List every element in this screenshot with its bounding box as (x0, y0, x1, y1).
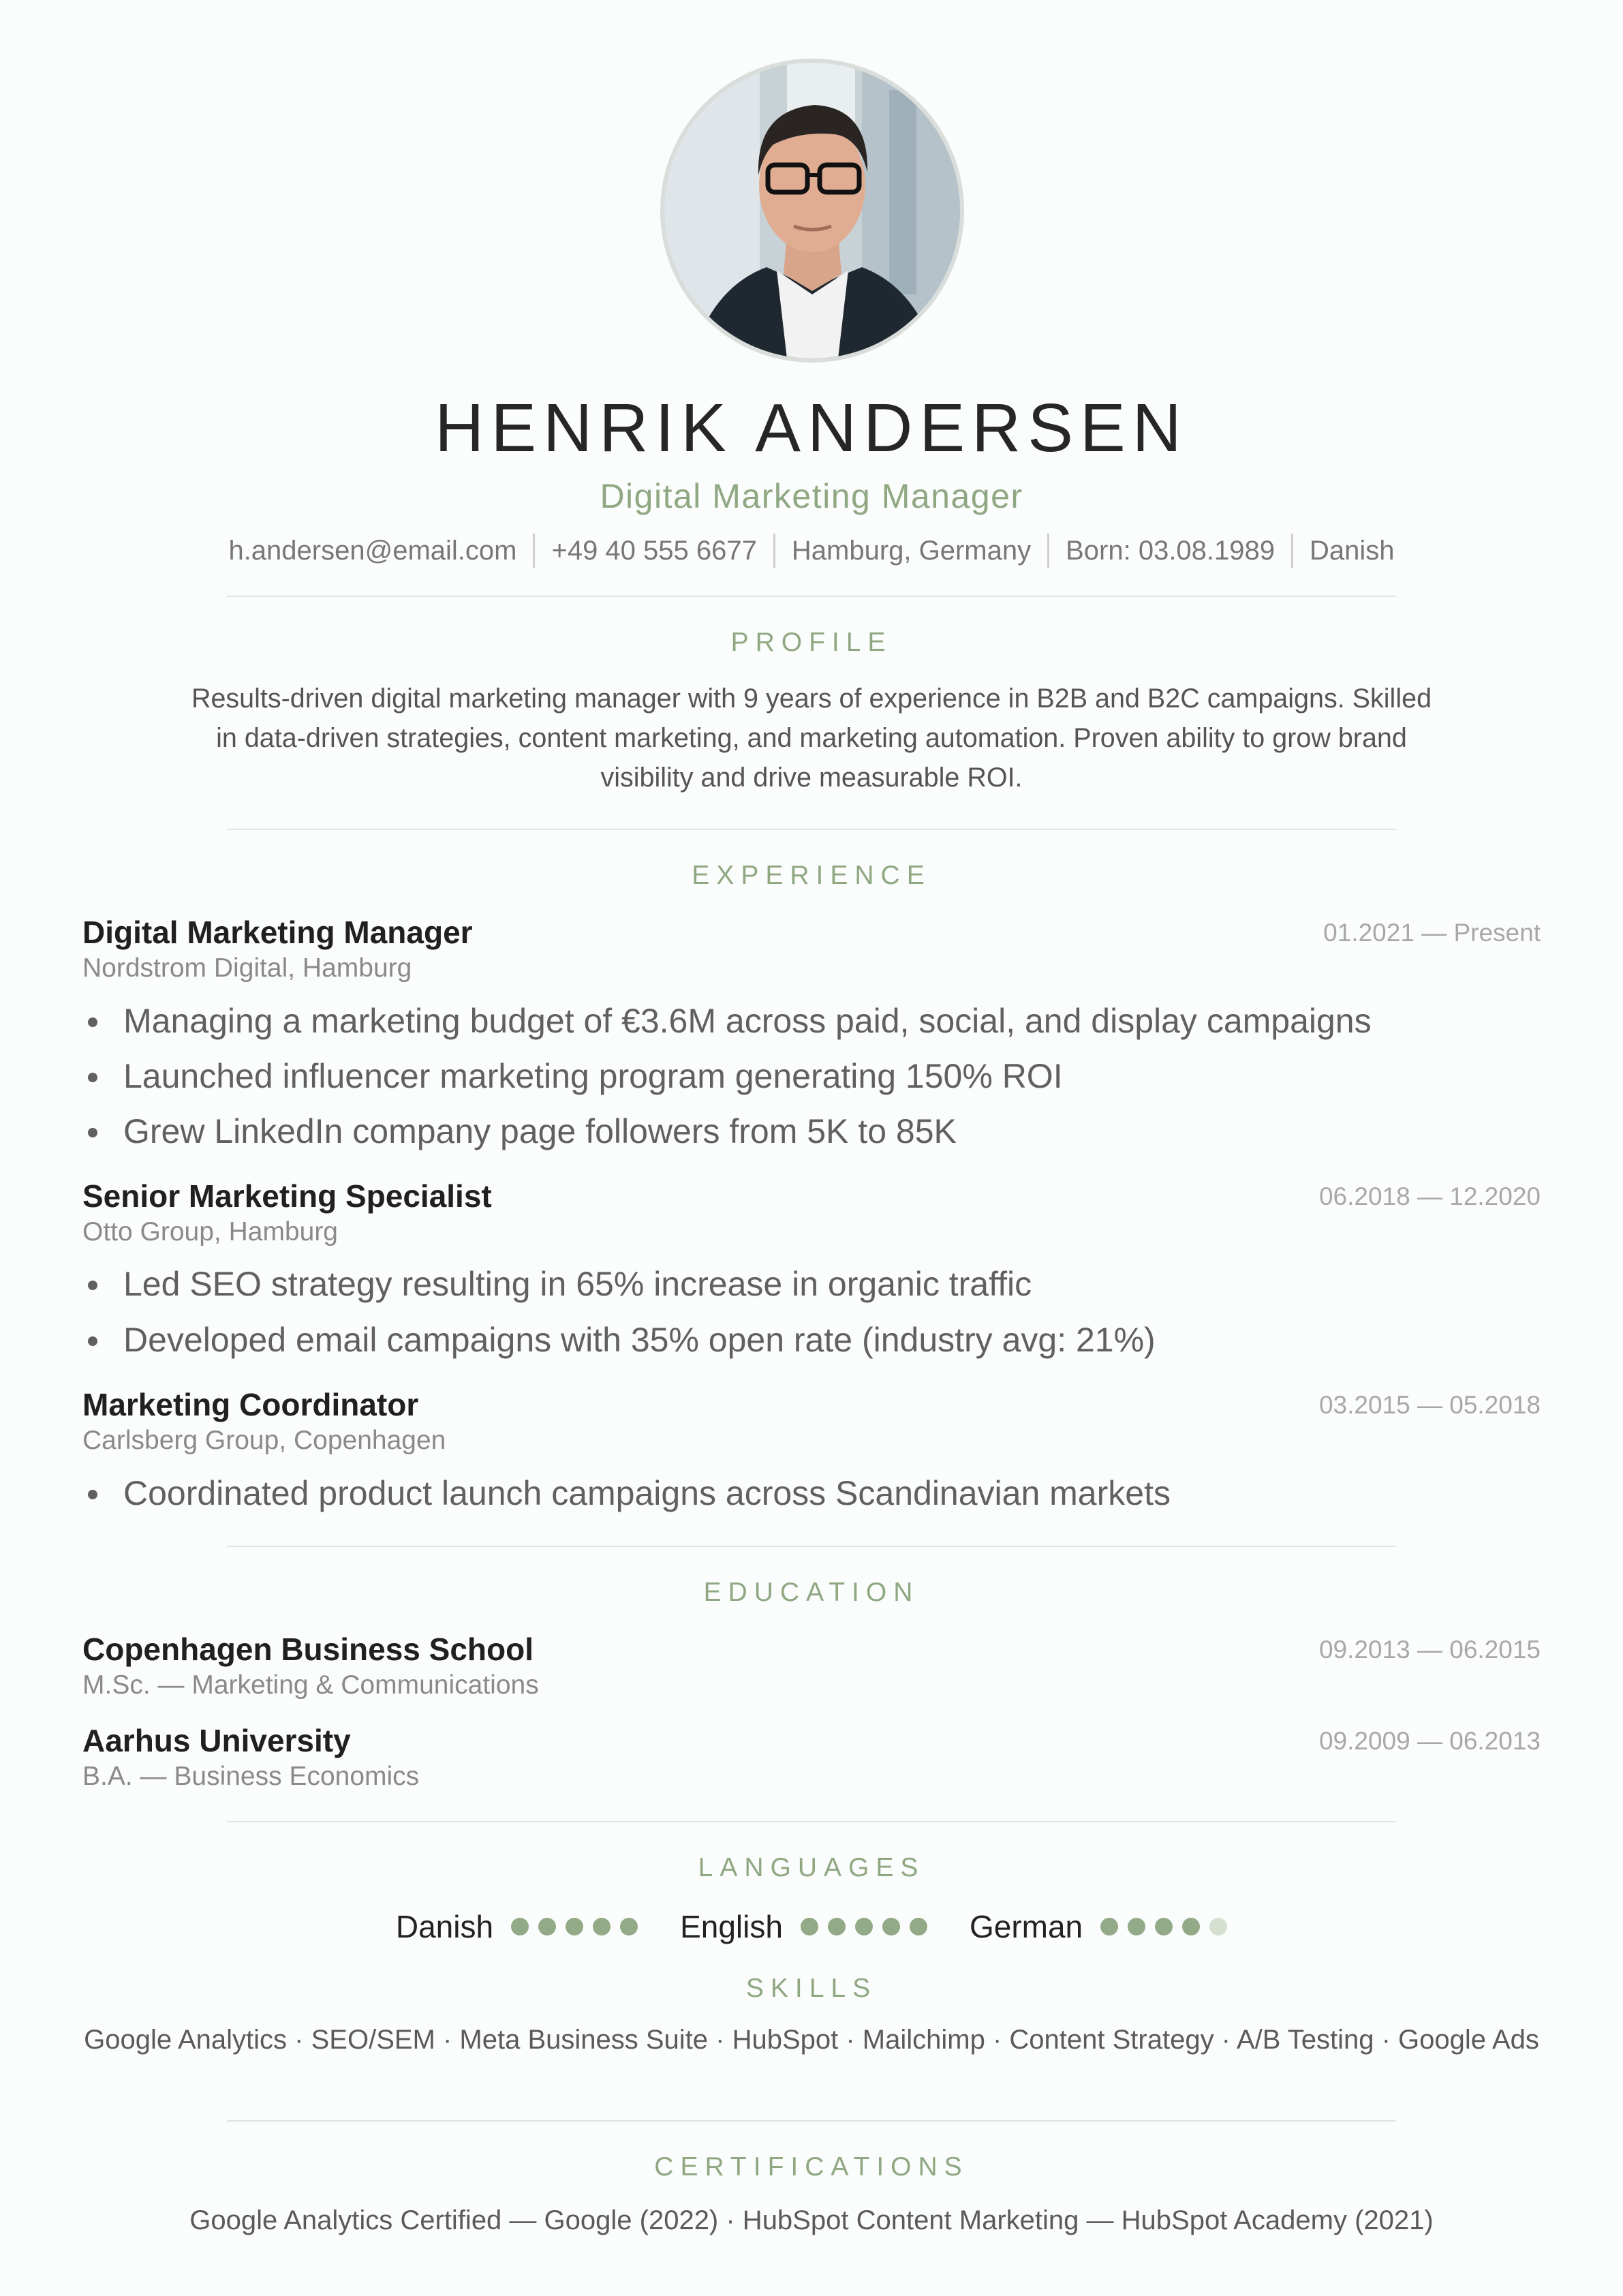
job-title-2: Senior Marketing Specialist (82, 1178, 492, 1214)
level-dot-filled-icon (882, 1918, 900, 1935)
education-school-2: Aarhus University (82, 1723, 351, 1758)
experience-heading: EXPERIENCE (692, 861, 931, 890)
contact-birthdate: Born: 03.08.1989 (1066, 536, 1276, 566)
profile-summary: Results-driven digital marketing manager with 9 years of experience in B2B and B2C campaigns. Skilled in data-driven strategies, content marketing, and marketing automation. Proven ability to grow brand visibility and drive measurable ROI. (191, 684, 1432, 793)
bullet-text: Led SEO strategy resulting in 65% increase in organic traffic (123, 1265, 1032, 1303)
level-dot-filled-icon (538, 1918, 556, 1935)
language-name: German (969, 1909, 1083, 1944)
job-title: Digital Marketing Manager (600, 477, 1023, 515)
contact-nationality: Danish (1310, 536, 1395, 566)
job-bullet (82, 999, 1372, 1043)
level-dot-filled-icon (1155, 1918, 1173, 1935)
level-dot-filled-icon (511, 1918, 529, 1935)
job-bullet (82, 1318, 1156, 1362)
job-title-3: Marketing Coordinator (82, 1387, 419, 1422)
languages-list (0, 1904, 1623, 1949)
bullet-text: Developed email campaigns with 35% open rate (industry avg: 21%) (123, 1321, 1156, 1359)
level-dot-filled-icon (828, 1918, 846, 1935)
level-dot-filled-icon (1182, 1918, 1200, 1935)
level-dot-filled-icon (1128, 1918, 1145, 1935)
education-degree-2: B.A. — Business Economics (82, 1762, 420, 1791)
bullet-dot-icon (88, 1128, 97, 1137)
level-dot-empty-icon (1209, 1918, 1227, 1935)
education-dates-1: 09.2013 — 06.2015 (1318, 1636, 1541, 1664)
bullet-dot-icon (88, 1336, 97, 1346)
job-title-1: Digital Marketing Manager (82, 915, 473, 950)
divider (227, 1821, 1396, 1822)
job-bullet (82, 1054, 1063, 1098)
divider (227, 596, 1396, 597)
language-name: English (680, 1909, 783, 1944)
job-company-2: Otto Group, Hamburg (82, 1217, 338, 1246)
divider (227, 829, 1396, 830)
skills-heading: SKILLS (745, 1974, 878, 2003)
language-level (1100, 1918, 1227, 1935)
language-level (801, 1918, 927, 1935)
language-level (511, 1918, 638, 1935)
language-item (680, 1906, 927, 1947)
language-item (970, 1906, 1227, 1947)
bullet-text: Launched influencer marketing program generating 150% ROI (123, 1057, 1063, 1095)
contact-email: h.andersen@email.com (228, 536, 517, 566)
level-dot-filled-icon (566, 1918, 583, 1935)
level-dot-filled-icon (801, 1918, 818, 1935)
level-dot-filled-icon (910, 1918, 927, 1935)
education-school-1: Copenhagen Business School (82, 1632, 534, 1667)
skills-list: Google Analytics · SEO/SEM · Meta Business Suite · HubSpot · Mailchimp · Content Strategy · A/B Testing · Google Ads (84, 2025, 1539, 2055)
level-dot-filled-icon (620, 1918, 638, 1935)
contact-phone: +49 40 555 6677 (551, 536, 757, 566)
languages-heading: LANGUAGES (698, 1853, 925, 1882)
candidate-name: HENRIK ANDERSEN (435, 390, 1188, 466)
job-bullet (82, 1471, 1171, 1515)
job-dates-1: 01.2021 — Present (1323, 919, 1541, 947)
job-dates-2: 06.2018 — 12.2020 (1318, 1182, 1541, 1210)
language-item (396, 1906, 638, 1947)
profile-heading: PROFILE (730, 628, 893, 657)
portrait-image (664, 63, 960, 358)
bullet-text: Managing a marketing budget of €3.6M across paid, social, and display campaigns (123, 1002, 1372, 1040)
bullet-dot-icon (88, 1017, 97, 1027)
certifications-list: Google Analytics Certified — Google (2022) · HubSpot Content Marketing — HubSpot Academy (2021) (189, 2205, 1434, 2235)
level-dot-filled-icon (855, 1918, 873, 1935)
contact-line (0, 532, 1623, 570)
profile-photo (660, 59, 964, 363)
job-company-1: Nordstrom Digital, Hamburg (82, 953, 412, 983)
job-dates-3: 03.2015 — 05.2018 (1318, 1391, 1541, 1419)
language-name: Danish (395, 1909, 494, 1944)
level-dot-filled-icon (593, 1918, 610, 1935)
contact-location: Hamburg, Germany (791, 536, 1032, 566)
certifications-heading: CERTIFICATIONS (654, 2152, 969, 2182)
bullet-dot-icon (88, 1281, 97, 1290)
level-dot-filled-icon (1100, 1918, 1118, 1935)
bullet-dot-icon (88, 1490, 97, 1499)
education-degree-1: M.Sc. — Marketing & Communications (82, 1670, 539, 1700)
education-dates-2: 09.2009 — 06.2013 (1318, 1727, 1541, 1755)
job-bullet (82, 1109, 957, 1153)
job-bullet (82, 1262, 1032, 1306)
bullet-text: Grew LinkedIn company page followers from 5K to 85K (123, 1112, 957, 1150)
job-company-3: Carlsberg Group, Copenhagen (82, 1426, 446, 1455)
bullet-text: Coordinated product launch campaigns across Scandinavian markets (123, 1474, 1171, 1512)
divider (227, 2120, 1396, 2122)
bullet-dot-icon (88, 1073, 97, 1082)
divider (227, 1546, 1396, 1547)
education-heading: EDUCATION (703, 1578, 920, 1607)
